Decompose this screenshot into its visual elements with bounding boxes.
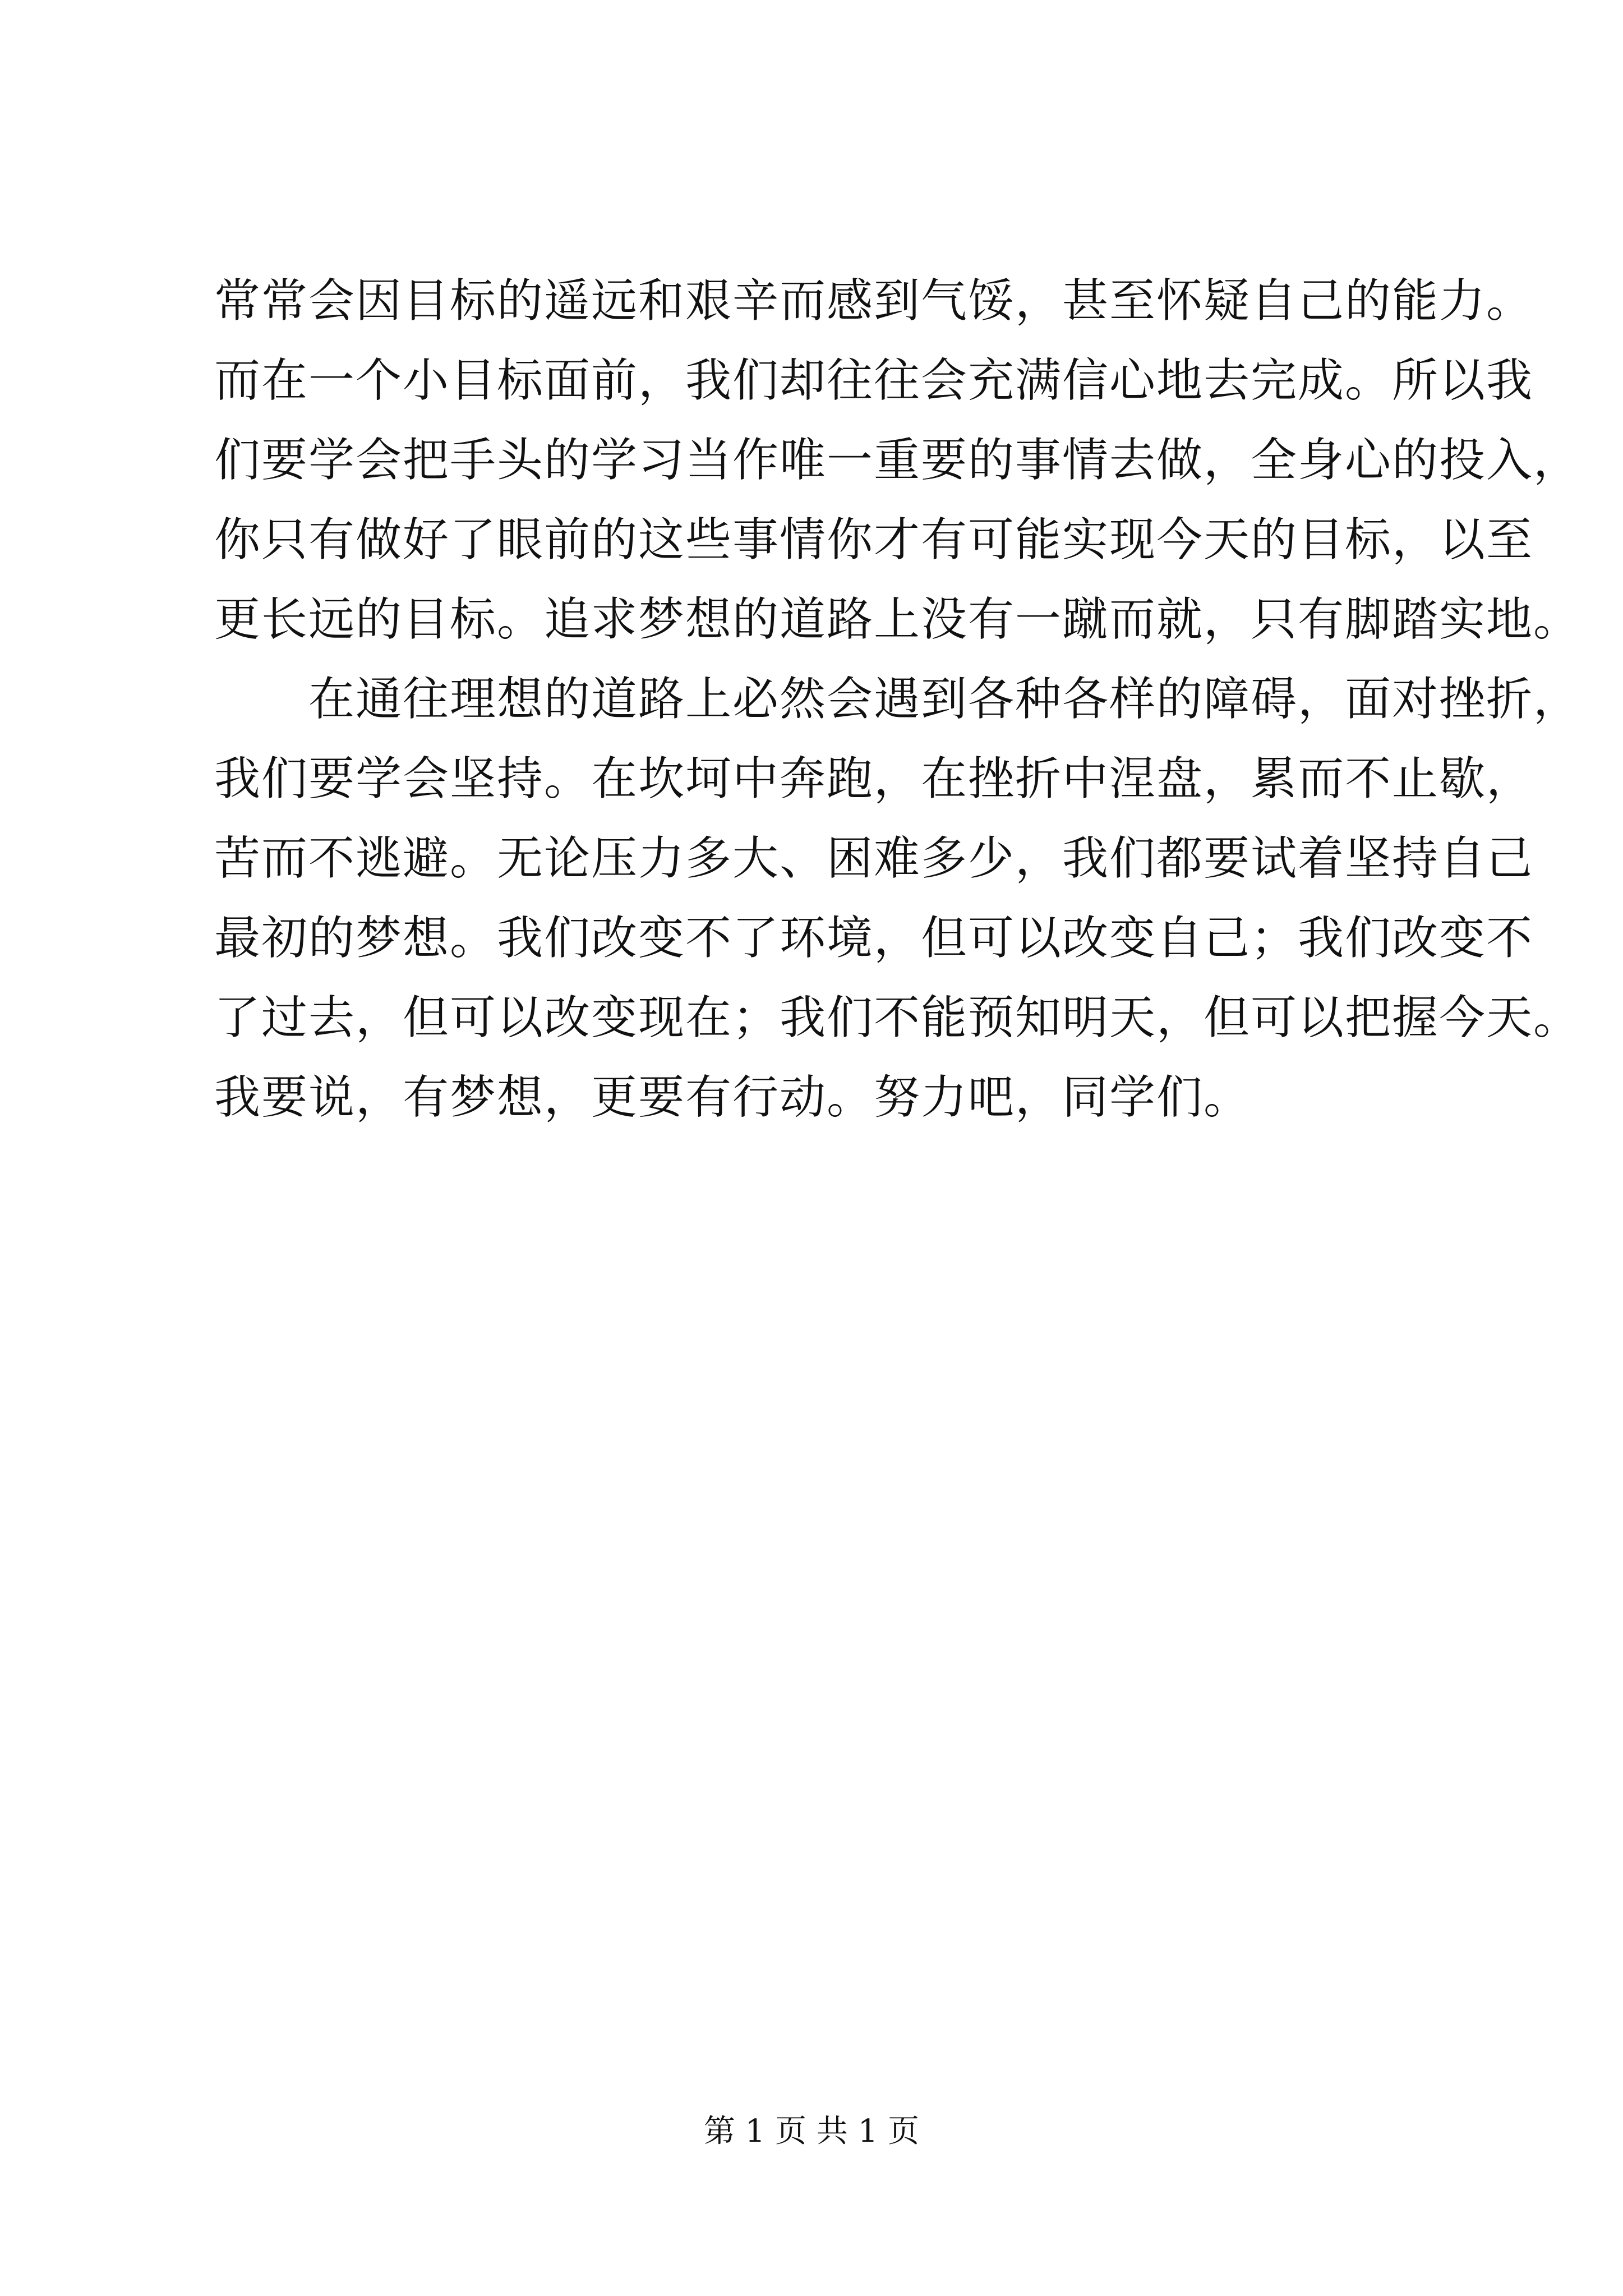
text-line: 最初的梦想。我们改变不了环境，但可以改变自己；我们改变不 [214,912,1534,965]
text-line: 常常会因目标的遥远和艰辛而感到气馁，甚至怀疑自己的能力。 [214,274,1534,328]
text-line: 更长远的目标。追求梦想的道路上没有一蹴而就，只有脚踏实地。 [214,593,1581,646]
text-line: 我要说，有梦想，更要有行动。努力吧，同学们。 [214,1071,1251,1124]
text-line: 而在一个小目标面前，我们却往往会充满信心地去完成。所以我 [214,354,1534,407]
text-line: 们要学会把手头的学习当作唯一重要的事情去做，全身心的投入， [214,434,1581,487]
paragraph-first-line: 在通往理想的道路上必然会遇到各种各样的障碍，面对挫折， [308,673,1581,726]
text-line: 你只有做好了眼前的这些事情你才有可能实现今天的目标，以至 [214,513,1534,567]
body-text [214,261,1581,1138]
text-line: 我们要学会坚持。在坎坷中奔跑，在挫折中涅盘，累而不止歇， [214,752,1534,806]
text-line: 了过去，但可以改变现在；我们不能预知明天，但可以把握今天。 [214,991,1581,1045]
text-line: 苦而不逃避。无论压力多大、困难多少，我们都要试着坚持自己 [214,832,1534,885]
page-footer: 第 1 页 共 1 页 [703,2113,920,2150]
